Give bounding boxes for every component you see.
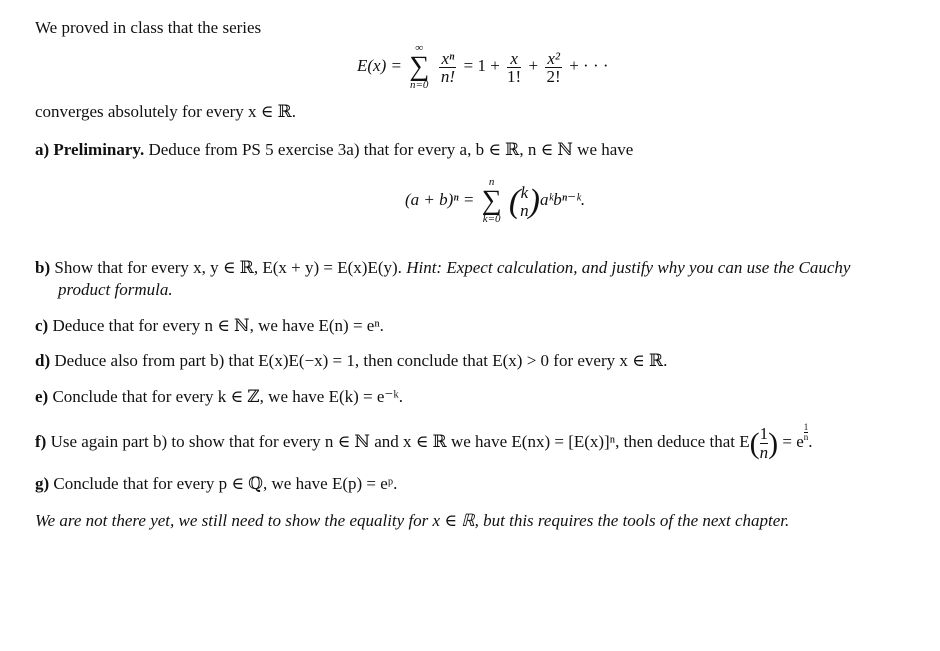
part-e: e) Conclude that for every k ∈ ℤ, we have E(k) = e⁻ᵏ. — [35, 387, 404, 406]
series-formula: E(x) = ∞ ∑ n=0 $\frac{\text{xⁿ}}{n!}$ = 1 + $\frac{x}{1!}$ + $\frac{\text{x²}}{2!}$ + · · · — [357, 42, 609, 92]
binomial-coefficient: ( k n ) — [508, 182, 540, 220]
binomial-formula: (a + b)ⁿ = n ∑ k=0 ( k n )aᵏbⁿ⁻ᵏ. — [405, 170, 585, 232]
intro-text: We proved in class that the series — [35, 18, 262, 37]
converges-text: converges absolutely for every x ∈ ℝ. — [35, 102, 297, 121]
part-b: b) Show that for every x, y ∈ ℝ, E(x + y) = E(x)E(y). Hint: Expect calculation, and justify why you can use the Cauchy — [35, 258, 851, 277]
part-c: c) Deduce that for every n ∈ ℕ, we have E(n) = eⁿ. — [35, 316, 384, 335]
part-b-hint-cont: product formula. — [58, 280, 173, 299]
part-f: f) Use again part b) to show that for every n ∈ ℕ and x ∈ ℝ we have E(nx) = [E(x)]ⁿ, then deduce that E( $\frac{1}{n}$ ) = e $\frac{1}{n}$ . — [35, 422, 813, 463]
series-lhs: E(x) = — [357, 56, 402, 75]
part-g: g) Conclude that for every p ∈ ℚ, we have E(p) = eᵖ. — [35, 474, 398, 493]
part-a: a) Preliminary. Deduce from PS 5 exercise 3a) that for every a, b ∈ ℝ, n ∈ ℕ we have — [35, 140, 634, 159]
fraction: $\frac{\text{xⁿ}}{n!}$ — [440, 48, 455, 86]
part-d: d) Deduce also from part b) that E(x)E(−x) = 1, then conclude that E(x) > 0 for every x ∈ ℝ. — [35, 351, 668, 370]
sum-symbol: ∞ ∑ n=0 — [409, 42, 430, 92]
closing-remark: We are not there yet, we still need to show the equality for x ∈ ℝ, but this requires the tools of the next chapter. — [35, 511, 790, 530]
